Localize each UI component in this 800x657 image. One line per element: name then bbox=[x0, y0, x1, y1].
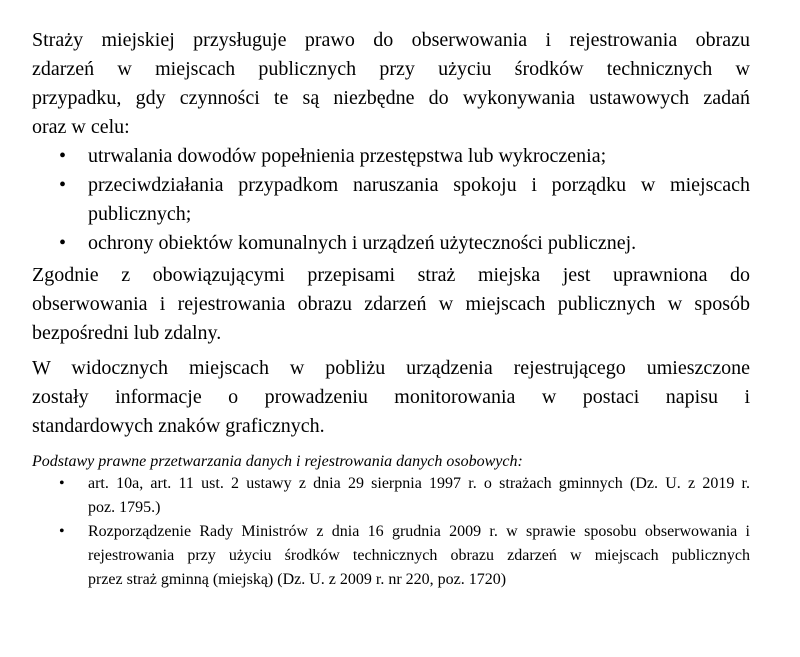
paragraph-intro bbox=[32, 26, 750, 142]
legal-basis-list bbox=[32, 472, 750, 592]
legal-basis-list-item bbox=[32, 520, 750, 592]
paragraph-signage-line: W widocznych miejscach w pobliżu urządzenia rejestrującego umieszczone bbox=[32, 357, 750, 379]
purpose-list-item-line: ochrony obiektów komunalnych i urządzeń użyteczności publicznej. bbox=[88, 232, 637, 254]
paragraph-authorization-line: obserwowania i rejestrowania obrazu zdarzeń w miejscach publicznych w sposób bbox=[32, 293, 750, 315]
purpose-list-item bbox=[32, 142, 750, 171]
paragraph-authorization-line: Zgodnie z obowiązującymi przepisami straż miejska jest uprawniona do bbox=[32, 264, 750, 286]
paragraph-authorization bbox=[32, 261, 750, 348]
bullet-marker-icon: • bbox=[59, 145, 67, 167]
paragraph-intro-line: Straży miejskiej przysługuje prawo do obserwowania i rejestrowania obrazu bbox=[32, 29, 750, 51]
legal-basis-line: przez straż gminną (miejską) (Dz. U. z 2009 r. nr 220, poz. 1720) bbox=[88, 571, 507, 588]
purpose-list-item-line: publicznych; bbox=[88, 203, 192, 225]
paragraph-intro-line: przypadku, gdy czynności te są niezbędne do wykonywania ustawowych zadań bbox=[32, 87, 750, 109]
bullet-marker-icon: • bbox=[59, 523, 65, 540]
purpose-list-item-line: przeciwdziałania przypadkom naruszania spokoju i porządku w miejscach bbox=[88, 174, 750, 196]
paragraph-signage bbox=[32, 354, 750, 441]
purpose-list-item bbox=[32, 229, 750, 258]
paragraph-intro-line: zdarzeń w miejscach publicznych przy użyciu środków technicznych w bbox=[32, 58, 750, 80]
purpose-list-item bbox=[32, 171, 750, 229]
bullet-marker-icon: • bbox=[59, 475, 65, 492]
legal-basis-line: Rozporządzenie Rady Ministrów z dnia 16 grudnia 2009 r. w sprawie sposobu obserwowania i bbox=[88, 523, 750, 540]
paragraph-intro-line: oraz w celu: bbox=[32, 116, 130, 138]
legal-basis-line: art. 10a, art. 11 ust. 2 ustawy z dnia 29 sierpnia 1997 r. o strażach gminnych (Dz. U. z 2019 r. bbox=[88, 475, 750, 492]
legal-basis-line: poz. 1795.) bbox=[88, 499, 161, 516]
purpose-list bbox=[32, 142, 750, 258]
purpose-list-item-line: utrwalania dowodów popełnienia przestępstwa lub wykroczenia; bbox=[88, 145, 607, 167]
legal-basis-list-item bbox=[32, 472, 750, 520]
paragraph-signage-line: standardowych znaków graficznych. bbox=[32, 415, 325, 437]
legal-basis-line: rejestrowania przy użyciu środków technicznych obrazu zdarzeń w miejscach publicznych bbox=[88, 547, 750, 564]
bullet-marker-icon: • bbox=[59, 174, 67, 196]
bullet-marker-icon: • bbox=[59, 232, 67, 254]
paragraph-signage-line: zostały informacje o prowadzeniu monitorowania w postaci napisu i bbox=[32, 386, 750, 408]
paragraph-authorization-line: bezpośredni lub zdalny. bbox=[32, 322, 222, 344]
legal-basis-heading: Podstawy prawne przetwarzania danych i rejestrowania danych osobowych: bbox=[32, 453, 523, 470]
